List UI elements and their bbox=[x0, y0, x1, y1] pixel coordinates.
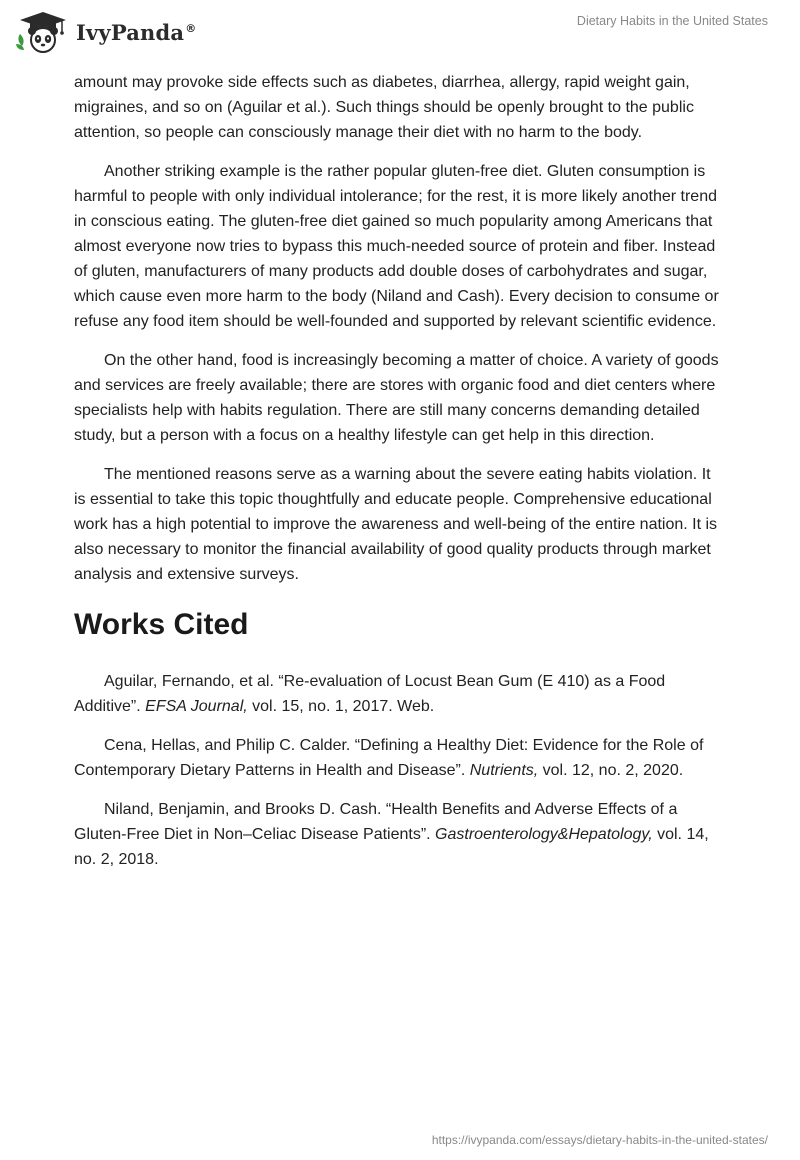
page-header bbox=[0, 0, 800, 64]
source-url-link[interactable]: https://ivypanda.com/essays/dietary-habits-in-the-united-states/ bbox=[431, 1133, 768, 1147]
ivypanda-logo[interactable] bbox=[14, 10, 196, 54]
paragraph-2: Another striking example is the rather popular gluten-free diet. Gluten consumption is harmful to people with only individual intolerance; for the rest, it is more likely another trend in conscious eating. The gluten-free diet gained so much popularity among Americans that almost everyone now tries to bypass this much-needed source of protein and fiber. Instead of gluten, manufacturers of many products add double doses of carbohydrates and sugar, which cause even more harm to the body (Niland and Cash). Every decision to consume or refuse any food item should be well-founded and supported by relevant scientific evidence. bbox=[74, 163, 719, 330]
brand-registered-mark: ® bbox=[185, 21, 197, 35]
citation-text: Niland, Benjamin, and Brooks D. Cash. “Health Benefits and Adverse Effects of a Gluten-Free Diet in Non–Celiac Disease Patients”. bbox=[74, 801, 678, 843]
works-cited-heading: Works Cited bbox=[74, 608, 249, 641]
citation-journal: EFSA Journal, bbox=[145, 698, 248, 715]
citation-entry bbox=[74, 669, 724, 719]
citation-entry bbox=[74, 797, 724, 872]
panda-graduation-cap-icon bbox=[14, 10, 72, 54]
citation-text: Aguilar, Fernando, et al. “Re-evaluation of Locust Bean Gum (E 410) as a Food Additive”. bbox=[74, 673, 666, 715]
citation-journal: Nutrients, bbox=[469, 762, 539, 779]
citation-details: vol. 14, no. 2, 2018. bbox=[74, 826, 709, 868]
citation-details: vol. 12, no. 2, 2020. bbox=[538, 762, 684, 779]
paragraph-1: amount may provoke side effects such as diabetes, diarrhea, allergy, rapid weight gain, migraines, and so on (Aguilar et al.). Such things should be openly brought to the public attention, so people can consciously manage their diet with no harm to the body. bbox=[74, 74, 694, 141]
essay-content bbox=[74, 70, 724, 886]
paragraph-4: The mentioned reasons serve as a warning about the severe eating habits violation. It is essential to take this topic thoughtfully and educate people. Comprehensive educational work has a high potential to improve the awareness and well-being of the entire nation. It is also necessary to monitor the financial availability of good quality products through market analysis and extensive surveys. bbox=[74, 466, 718, 583]
document-title: Dietary Habits in the United States bbox=[576, 14, 768, 28]
brand-name: IvyPanda® bbox=[76, 19, 197, 45]
paragraph-3: On the other hand, food is increasingly becoming a matter of choice. A variety of goods and services are freely available; there are stores with organic food and diet centers where specialists help with habits regulation. There are still many concerns demanding detailed study, but a person with a focus on a healthy lifestyle can get help in this direction. bbox=[74, 352, 719, 444]
citation-entry bbox=[74, 733, 724, 783]
citation-text: Cena, Hellas, and Philip C. Calder. “Defining a Healthy Diet: Evidence for the Role of Contemporary Dietary Patterns in Health and Disease”. bbox=[74, 737, 704, 779]
citation-details: vol. 15, no. 1, 2017. Web. bbox=[247, 698, 435, 715]
citation-journal: Gastroenterology&Hepatology, bbox=[435, 826, 653, 843]
